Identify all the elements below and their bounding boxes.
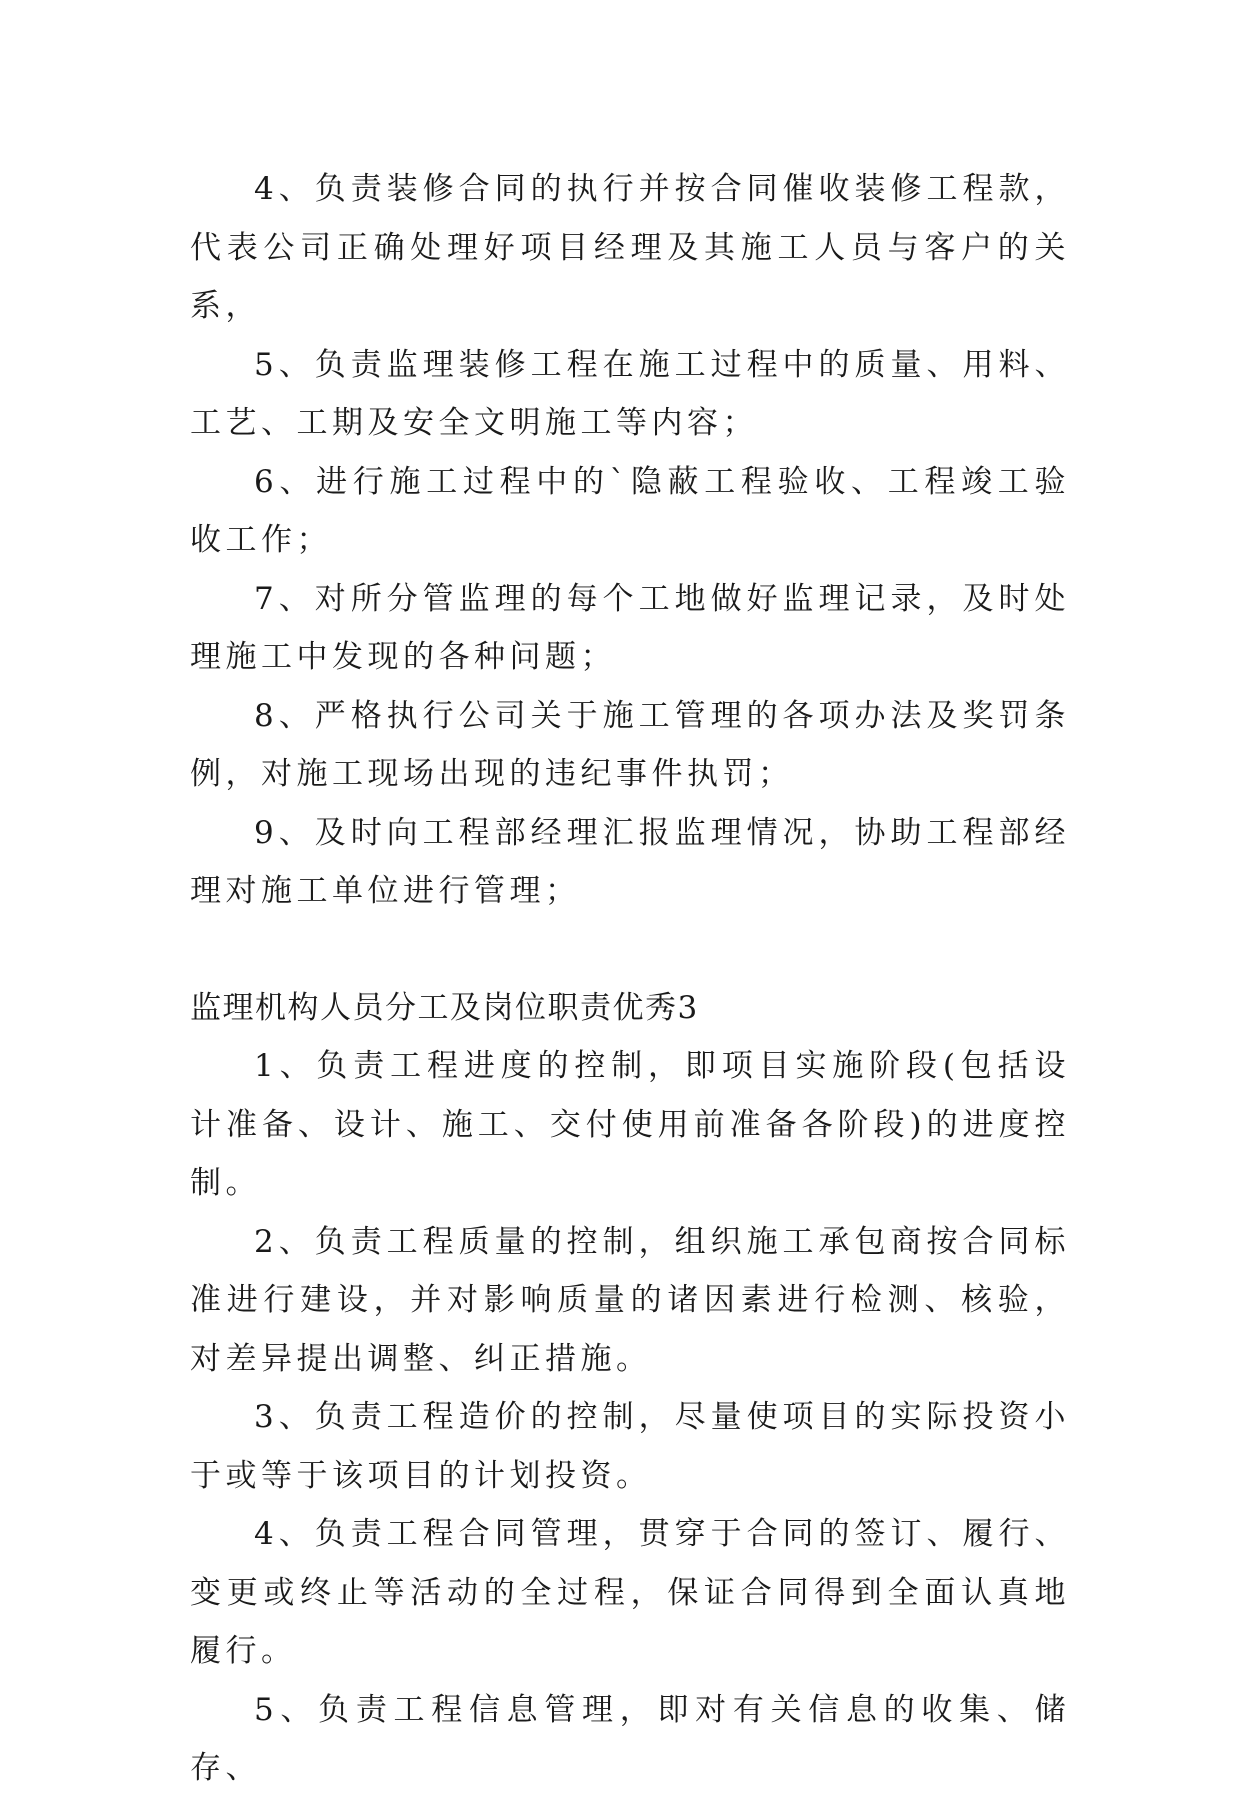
paragraph-b4: 4、负责工程合同管理，贯穿于合同的签订、履行、变更或终止等活动的全过程，保证合同得到全面认真地履行。 <box>190 1516 1070 1669</box>
paragraph-a7: 7、对所分管监理的每个工地做好监理记录，及时处理施工中发现的各种问题； <box>190 580 1070 675</box>
paragraph-b5: 5、负责工程信息管理，即对有关信息的收集、储存、 <box>190 1691 1070 1786</box>
paragraph-a6: 6、进行施工过程中的`隐蔽工程验收、工程竣工验收工作； <box>190 463 1070 558</box>
section-heading: 监理机构人员分工及岗位职责优秀3 <box>190 989 699 1026</box>
paragraph-b1: 1、负责工程进度的控制，即项目实施阶段(包括设计准备、设计、施工、交付使用前准备各阶段)的进度控制。 <box>190 1048 1070 1201</box>
paragraph-b2: 2、负责工程质量的控制，组织施工承包商按合同标准进行建设，并对影响质量的诸因素进行检测、核验，对差异提出调整、纠正措施。 <box>190 1223 1070 1377</box>
paragraph-a9: 9、及时向工程部经理汇报监理情况，协助工程部经理对施工单位进行管理； <box>190 814 1070 909</box>
paragraph-a5: 5、负责监理装修工程在施工过程中的质量、用料、工艺、工期及安全文明施工等内容； <box>190 346 1070 441</box>
document-page <box>190 160 1070 1798</box>
paragraph-a4: 4、负责装修合同的执行并按合同催收装修工程款，代表公司正确处理好项目经理及其施工人员与客户的关系， <box>190 171 1070 324</box>
paragraph-a8: 8、严格执行公司关于施工管理的各项办法及奖罚条例，对施工现场出现的违纪事件执罚； <box>190 697 1070 792</box>
paragraph-b3: 3、负责工程造价的控制，尽量使项目的实际投资小于或等于该项目的计划投资。 <box>190 1399 1070 1494</box>
